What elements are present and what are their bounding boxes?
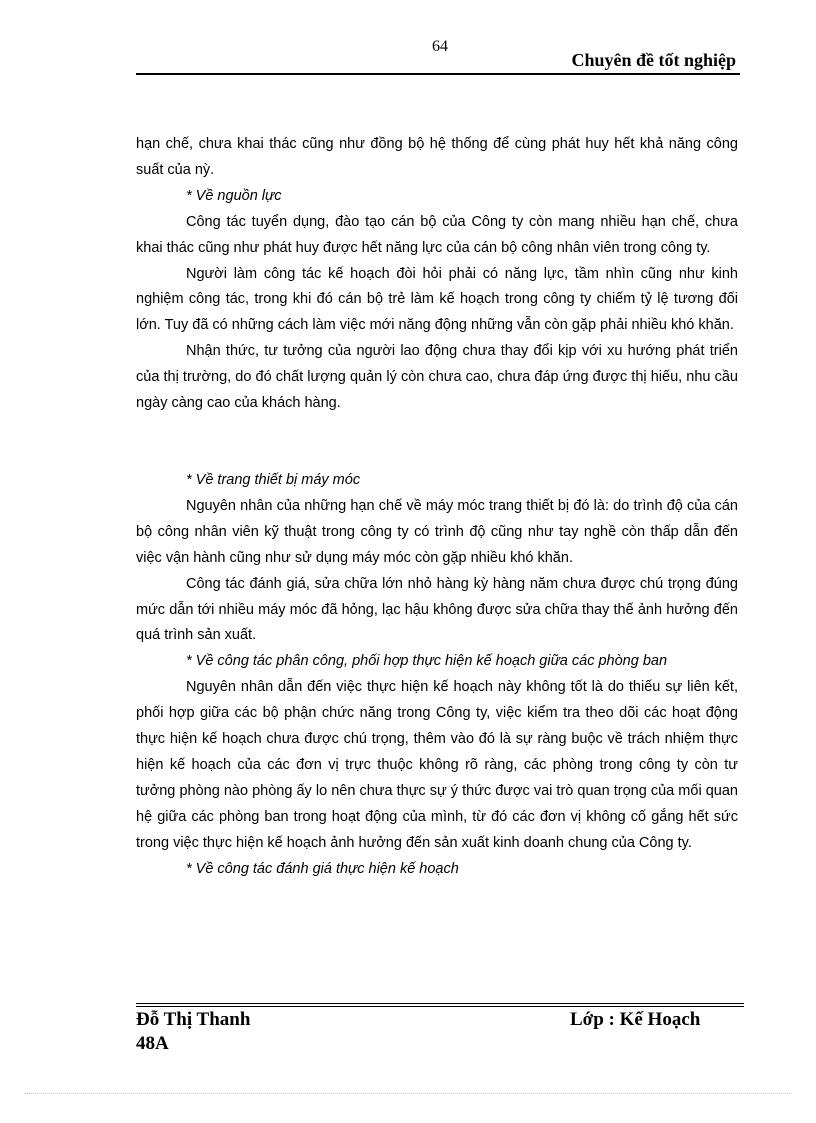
author-class-code: 48A bbox=[136, 1033, 169, 1054]
header-title: Chuyên đề tốt nghiệp bbox=[571, 50, 736, 70]
blank-gap bbox=[136, 417, 738, 468]
footer-class: Lớp : Kế Hoạch bbox=[570, 1009, 701, 1030]
paragraph: Nhận thức, tư tưởng của người lao động chưa thay đổi kịp với xu hướng phát triển của thị trường, do đó chất lượng quản lý còn chưa cao, chưa đáp ứng được thị hiếu, nhu cầu ngày càng cao của khách hàng. bbox=[136, 343, 738, 412]
body-text bbox=[136, 132, 738, 882]
paragraph: Người làm công tác kế hoạch đòi hỏi phải có năng lực, tầm nhìn cũng như kinh nghiệm công tác, trong khi đó cán bộ trẻ làm kế hoạch trong công ty chiếm tỷ lệ tương đối lớn. Tuy đã có những cách làm việc mới năng động những vẫn còn gặp phải nhiều khó khăn. bbox=[136, 265, 738, 334]
section-heading-resources: * Về nguồn lực bbox=[186, 187, 282, 204]
page-bottom-dotted-line bbox=[24, 1093, 792, 1094]
section-heading-equipment: * Về trang thiết bị máy móc bbox=[186, 471, 361, 488]
paragraph: Nguyên nhân của những hạn chế về máy móc trang thiết bị đó là: do trình độ của cán bộ công nhân viên kỹ thuật trong công ty có trình độ cũng như tay nghề còn thấp dẫn đến việc vận hành cũng như sử dụng máy móc còn gặp nhiều khó khăn. bbox=[136, 497, 738, 566]
footer-author bbox=[136, 1008, 250, 1056]
paragraph: Công tác đánh giá, sửa chữa lớn nhỏ hàng kỳ hàng năm chưa được chú trọng đúng mức dẫn tới nhiều máy móc đã hỏng, lạc hậu không được sửa chữa thay thế ảnh hưởng đến quá trình sản xuất. bbox=[136, 575, 738, 644]
footer-rule bbox=[136, 1003, 744, 1007]
page-number: 64 bbox=[432, 38, 448, 55]
paragraph-continuation: hạn chế, chưa khai thác cũng như đồng bộ hệ thống để cùng phát huy hết khả năng công suất của nỳ. bbox=[136, 136, 738, 178]
paragraph: Công tác tuyển dụng, đào tạo cán bộ của Công ty còn mang nhiều hạn chế, chưa khai thác cũng như phát huy được hết năng lực của cán bộ công nhân viên trong công ty. bbox=[136, 213, 738, 256]
author-name: Đỗ Thị Thanh bbox=[136, 1009, 251, 1030]
paragraph: Nguyên nhân dẫn đến việc thực hiện kế hoạch này không tốt là do thiếu sự liên kết, phối hợp giữa các bộ phận chức năng trong Công ty, việc kiểm tra theo dõi các hoạt động thực hiện kế hoạch chưa được chú trọng, thêm vào đó là sự ràng buộc về trách nhiệm thực hiện kế hoạch của các đơn vị trực thuộc không rõ ràng, các phòng trong công ty còn tư tưởng phòng nào phòng ấy lo nên chưa thực sự ý thức được vai trò quan trọng của mối quan hệ giữa các phòng ban trong hoạt động của mình, từ đó các đơn vị không cố gắng hết sức trong việc thực hiện kế hoạch ảnh hưởng đến sản xuất kinh doanh chung của Công ty. bbox=[136, 679, 738, 851]
section-heading-evaluation: * Về công tác đánh giá thực hiện kế hoạch bbox=[186, 860, 459, 877]
section-heading-coordination: * Về công tác phân công, phối hợp thực hiện kế hoạch giữa các phòng ban bbox=[186, 653, 668, 670]
header-rule bbox=[136, 73, 740, 75]
